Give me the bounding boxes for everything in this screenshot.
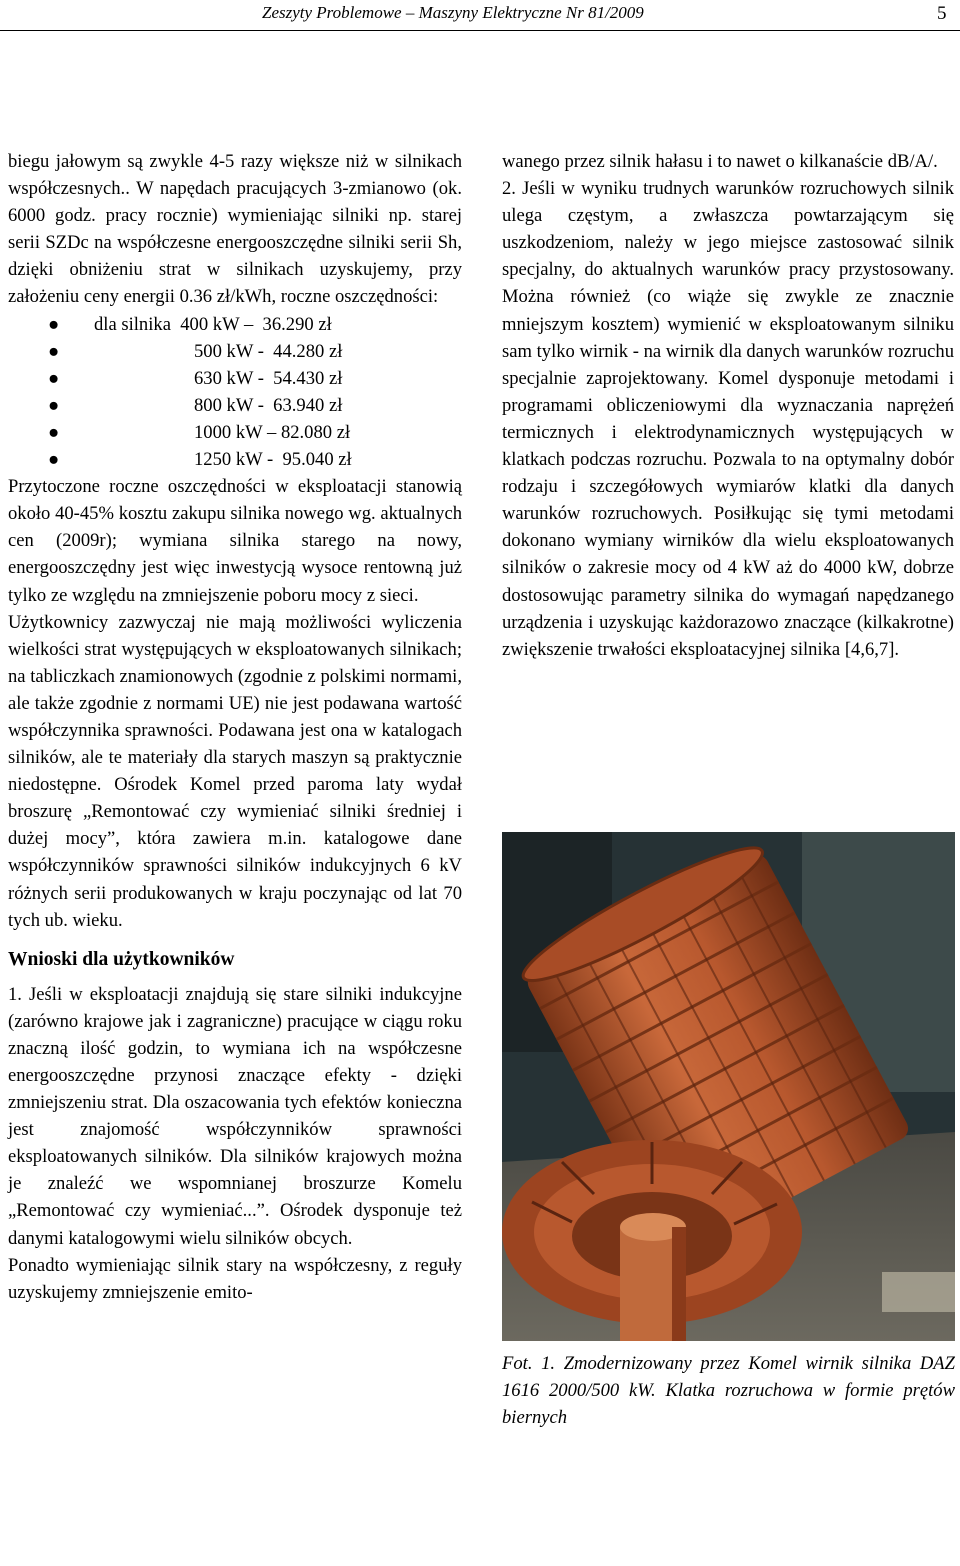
figure-caption: Fot. 1. Zmodernizowany przez Komel wirnik silnika DAZ 1616 2000/500 kW. Klatka rozruchowa w formie prętów biernych: [502, 1353, 955, 1429]
list-item: ● 1000 kW – 82.080 zł: [8, 419, 462, 446]
left-paragraph-4: 1. Jeśli w eksploatacji znajdują się stare silniki indukcyjne (zarówno krajowe jak i zagraniczne) pracujące w ciągu roku znaczną ilość godzin, to wymiana ich na współczesne energooszczędne przynosi znaczące efekty - dzięki zmniejszeniu strat. Dla oszacowania tych efektów konieczna jest znajomość współczynników sprawności eksploatowanych silników. Dla silników krajowych można je znaleźć we wspomnianej broszurze Komelu „Remontować czy wymieniać...”. Ośrodek dysponuje też danymi katalogowymi wielu silników obcych.: [8, 983, 462, 1249]
rotor-illustration: [502, 832, 955, 1341]
journal-title: Zeszyty Problemowe – Maszyny Elektryczne Nr 81/2009: [262, 3, 644, 22]
list-item: ● 630 kW - 54.430 zł: [8, 365, 462, 392]
savings-list: [8, 311, 462, 474]
page-number: 5: [937, 3, 947, 24]
left-paragraph-3: Użytkownicy zazwyczaj nie mają możliwości wyliczenia wielkości strat występujących w eksploatowanych silnikach; na tabliczkach znamionowych (zgodnie z polskimi normami, ale także zgodnie z normami UE) nie jest podawana wartość współczynnika sprawności. Podawana jest ona w katalogach silników, ale te materiały dla starych maszyn są praktycznie niedostępne. Ośrodek Komel przed paroma laty wydał broszurę „Remontować czy wymieniać silniki średniej i dużej mocy”, która zawiera m.in. katalogowe dane współczynników sprawności silników indukcyjnych 6 kV różnych serii produkowanych w kraju poczynając od lat 70 tych ub. wieku.: [8, 611, 462, 931]
right-column: [502, 148, 954, 663]
list-item: ● dla silnika 400 kW – 36.290 zł: [8, 311, 462, 338]
header-rule: [0, 30, 960, 31]
list-item: ● 800 kW - 63.940 zł: [8, 392, 462, 419]
bullet-icon: ●: [48, 367, 60, 389]
bullet-icon: ●: [48, 421, 60, 443]
bullet-icon: ●: [48, 313, 60, 335]
bullet-icon: ●: [48, 340, 60, 362]
bullet-icon: ●: [48, 394, 60, 416]
right-paragraph-2: 2. Jeśli w wyniku trudnych warunków rozruchowych silnik ulega częstym, a zwłaszcza powtarzającym się uszkodzeniom, należy w jego miejsce zastosować silnik specjalny, do aktualnych warunków pracy przystosowany. Można również (co wiąże się zwykle ze znacznie mniejszym kosztem) wymienić w eksploatowanym silniku sam tylko wirnik - na wirnik dla danych warunków rozruchu specjalnie zaprojektowany. Komel dysponuje metodami i programami obliczeniowymi dla wyznaczania naprężeń termicznych i elektrodynamicznych występujących w klatkach podczas rozruchu. Pozwala to na optymalny dobór rodzaju i szczegółowych wymiarów klatki dla danych warunków rozruchowych. Posiłkując się tymi metodami dokonano wymiany wirników dla wielu eksploatowanych silników o zakresie mocy od 4 kW aż do 4000 kW, dobrze dostosowując parametry silnika do wymagań napędzanego urządzenia i uzyskując każdorazowo znaczące (kilkakrotne) zwiększenie trwałości eksploatacyjnej silnika [4,6,7].: [502, 178, 954, 660]
list-item: ● 500 kW - 44.280 zł: [8, 338, 462, 365]
list-item: ● 1250 kW - 95.040 zł: [8, 446, 462, 473]
section-heading: Wnioski dla użytkowników: [8, 948, 235, 970]
running-header: [0, 0, 960, 30]
left-column: [8, 148, 462, 1306]
right-paragraph-1: wanego przez silnik hałasu i to nawet o kilkanaście dB/A/.: [502, 151, 938, 172]
rotor-photo: [502, 832, 955, 1341]
bullet-icon: ●: [48, 449, 60, 471]
rotor-shaft: [620, 1213, 686, 1341]
left-paragraph-5: Ponadto wymieniając silnik stary na współczesny, z reguły uzyskujemy zmniejszenie emito-: [8, 1254, 462, 1303]
left-paragraph-2: Przytoczone roczne oszczędności w eksploatacji stanowią około 40-45% kosztu zakupu silnika nowego wg. aktualnych cen (2009r); wymiana silnika starego na nowy, energooszczędny jest więc inwestycją wysoce rentowną już tylko ze względu na zmniejszenie poboru mocy z sieci.: [8, 476, 462, 606]
left-paragraph-1: biegu jałowym są zwykle 4-5 razy większe niż w silnikach współczesnych.. W napędach pracujących 3-zmianowo (ok. 6000 godz. pracy rocznie) wymieniając silniki np. starej serii SZDc na współczesne energooszczędne silniki serii Sh, dzięki obniżeniu strat w silnikach uzyskujemy, przy założeniu ceny energii 0.36 zł/kWh, roczne oszczędności:: [8, 151, 462, 308]
floor-object: [882, 1272, 955, 1312]
